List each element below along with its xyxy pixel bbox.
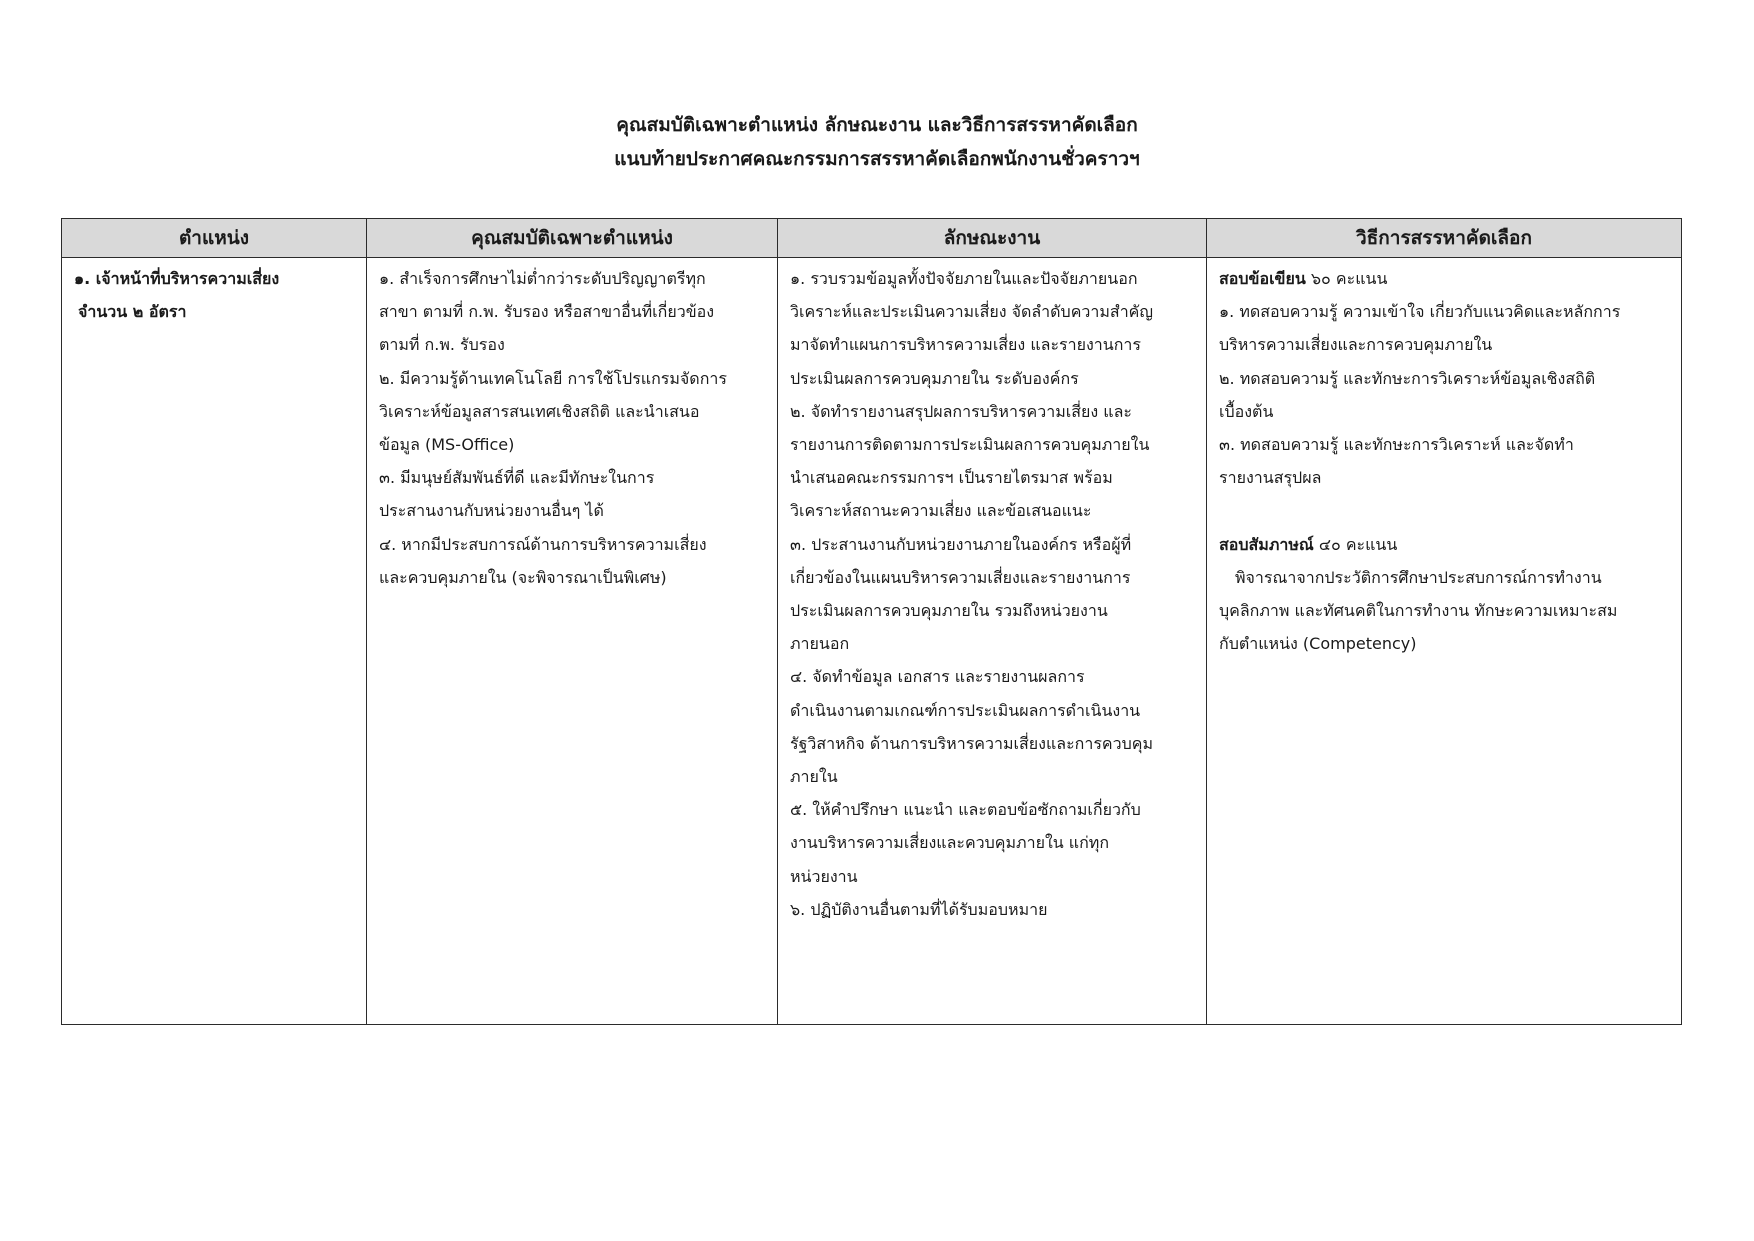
duty-line: ๒. จัดทำรายงานสรุปผลการบริหารความเสี่ยง และ xyxy=(790,401,1132,421)
interview-heading xyxy=(1219,528,1671,561)
table-row xyxy=(62,258,1682,1025)
duty-line: มาจัดทำแผนการบริหารความเสี่ยง และรายงานการ xyxy=(790,335,1141,355)
duty-line: วิเคราะห์สถานะความเสี่ยง และข้อเสนอแนะ xyxy=(790,501,1092,521)
duty-line: ดำเนินงานตามเกณฑ์การประเมินผลการดำเนินงาน xyxy=(790,700,1141,720)
duty-line: ประเมินผลการควบคุมภายใน ระดับองค์กร xyxy=(790,368,1079,388)
duty-line: ๖. ปฏิบัติงานอื่นตามที่ได้รับมอบหมาย xyxy=(790,899,1048,919)
qualification-table xyxy=(61,218,1682,1025)
position-cell xyxy=(62,258,367,1025)
duty-line: ๓. ประสานงานกับหน่วยงานภายในองค์กร หรือผู้ที่ xyxy=(790,534,1132,554)
duty-line: นำเสนอคณะกรรมการฯ เป็นรายไตรมาส พร้อม xyxy=(790,468,1113,488)
duty-line: ๕. ให้คำปรึกษา แนะนำ และตอบข้อซักถามเกี่ยวกับ xyxy=(790,800,1141,820)
interview-item: กับตำแหน่ง (Competency) xyxy=(1219,634,1417,654)
written-exam-score: ๖๐ คะแนน xyxy=(1305,269,1388,288)
duty-line: งานบริหารความเสี่ยงและควบคุมภายใน แก่ทุก xyxy=(790,833,1110,853)
duty-line: ประเมินผลการควบคุมภายใน รวมถึงหน่วยงาน xyxy=(790,601,1108,621)
qualification-line: ตามที่ ก.พ. รับรอง xyxy=(379,335,505,355)
section-spacer xyxy=(1219,494,1671,527)
duties-cell xyxy=(778,258,1207,1025)
written-exam-item: ๒. ทดสอบความรู้ และทักษะการวิเคราะห์ข้อมูลเชิงสถิติ xyxy=(1219,368,1596,388)
duty-line: ภายนอก xyxy=(790,634,850,654)
title-line-2: แนบท้ายประกาศคณะกรรมการสรรหาคัดเลือกพนักงานชั่วคราวฯ xyxy=(614,148,1140,170)
header-position: ตำแหน่ง xyxy=(62,219,367,258)
qualification-line: ๑. สำเร็จการศึกษาไม่ต่ำกว่าระดับปริญญาตรีทุก xyxy=(379,269,706,288)
interview-score: ๔๐ คะแนน xyxy=(1313,534,1398,554)
written-exam-label: สอบข้อเขียน xyxy=(1219,269,1306,288)
qualification-line: ประสานงานกับหน่วยงานอื่นๆ ได้ xyxy=(379,501,604,521)
selection-cell xyxy=(1207,258,1682,1025)
written-exam-item: รายงานสรุปผล xyxy=(1219,468,1322,488)
written-exam-heading xyxy=(1219,262,1671,295)
qualifications-cell xyxy=(367,258,778,1025)
written-exam-item: ๑. ทดสอบความรู้ ความเข้าใจ เกี่ยวกับแนวคิดและหลักการ xyxy=(1219,302,1621,322)
qualification-line: ข้อมูล (MS-Office) xyxy=(379,435,515,455)
table-header-row xyxy=(62,219,1682,258)
duty-line: วิเคราะห์และประเมินความเสี่ยง จัดลำดับความสำคัญ xyxy=(790,302,1154,322)
qualification-line: และควบคุมภายใน (จะพิจารณาเป็นพิเศษ) xyxy=(379,567,667,587)
qualification-line: ๓. มีมนุษย์สัมพันธ์ที่ดี และมีทักษะในการ xyxy=(379,468,655,488)
document-title xyxy=(0,108,1754,176)
qualification-line: ๔. หากมีประสบการณ์ด้านการบริหารความเสี่ยง xyxy=(379,534,707,554)
header-qualifications: คุณสมบัติเฉพาะตำแหน่ง xyxy=(367,219,778,258)
duty-line: หน่วยงาน xyxy=(790,866,858,886)
interview-item: บุคลิกภาพ และทัศนคติในการทำงาน ทักษะความเหมาะสม xyxy=(1219,601,1618,621)
duty-line: เกี่ยวข้องในแผนบริหารความเสี่ยงและรายงานการ xyxy=(790,567,1131,587)
title-line-1: คุณสมบัติเฉพาะตำแหน่ง ลักษณะงาน และวิธีการสรรหาคัดเลือก xyxy=(616,114,1138,136)
header-duties: ลักษณะงาน xyxy=(778,219,1207,258)
duty-line: ภายใน xyxy=(790,767,838,787)
qualification-line: ๒. มีความรู้ด้านเทคโนโลยี การใช้โปรแกรมจัดการ xyxy=(379,368,727,388)
position-title: ๑. เจ้าหน้าที่บริหารความเสี่ยง xyxy=(74,269,280,288)
header-selection: วิธีการสรรหาคัดเลือก xyxy=(1207,219,1682,258)
duty-line: ๔. จัดทำข้อมูล เอกสาร และรายงานผลการ xyxy=(790,667,1085,687)
interview-label: สอบสัมภาษณ์ xyxy=(1219,534,1314,554)
position-count: จำนวน ๒ อัตรา xyxy=(78,302,187,322)
written-exam-item: ๓. ทดสอบความรู้ และทักษะการวิเคราะห์ และจัดทำ xyxy=(1219,435,1574,455)
duty-line: ๑. รวบรวมข้อมูลทั้งปัจจัยภายในและปัจจัยภายนอก xyxy=(790,269,1138,288)
duty-line: รายงานการติดตามการประเมินผลการควบคุมภายใน xyxy=(790,435,1150,455)
duty-line: รัฐวิสาหกิจ ด้านการบริหารความเสี่ยงและการควบคุม xyxy=(790,733,1154,753)
written-exam-item: เบื้องต้น xyxy=(1219,401,1274,421)
qualification-line: วิเคราะห์ข้อมูลสารสนเทศเชิงสถิติ และนำเสนอ xyxy=(379,401,700,421)
qualification-line: สาขา ตามที่ ก.พ. รับรอง หรือสาขาอื่นที่เกี่ยวข้อง xyxy=(379,302,715,322)
interview-item: พิจารณาจากประวัติการศึกษาประสบการณ์การทำงาน xyxy=(1235,567,1602,587)
written-exam-item: บริหารความเสี่ยงและการควบคุมภายใน xyxy=(1219,335,1493,355)
